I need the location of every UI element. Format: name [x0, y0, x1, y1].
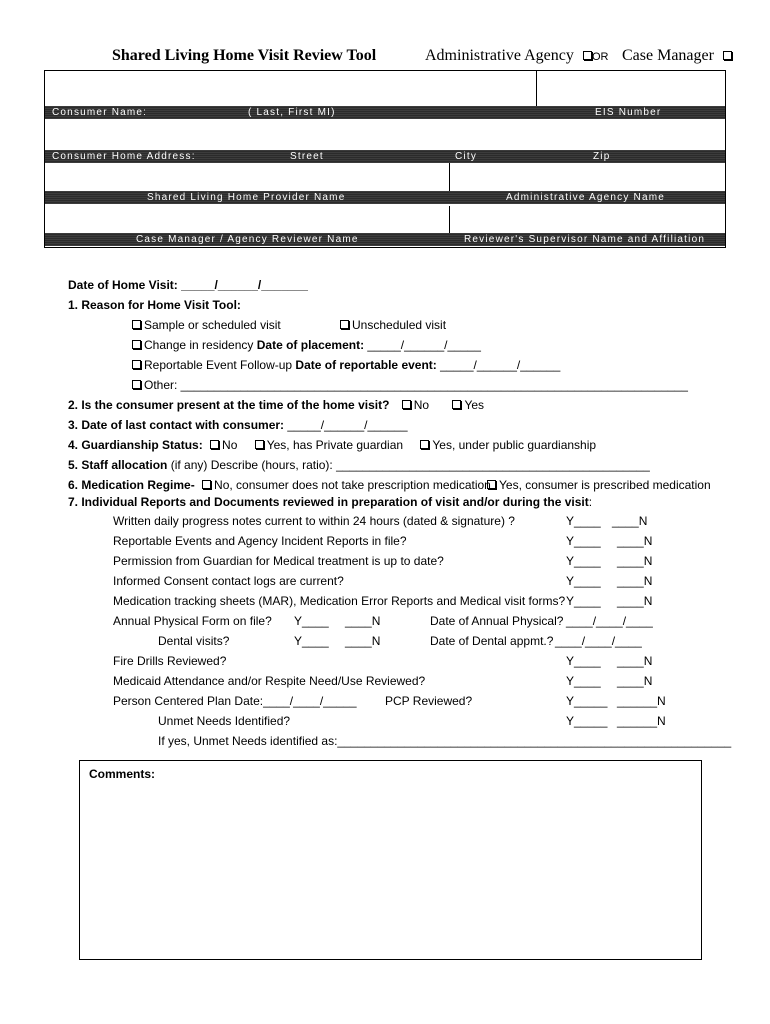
checklist-label: Informed Consent contact logs are current?	[113, 574, 344, 588]
q2	[68, 398, 484, 412]
case-manager-option-label: Case Manager	[622, 47, 714, 64]
q1-change-residency	[132, 338, 481, 352]
q6-no-label: No, consumer does not take prescription medication	[214, 478, 491, 492]
q6	[68, 478, 491, 492]
q7-colon: :	[588, 495, 593, 509]
consumer-name-bar	[45, 106, 725, 119]
q2-no-label: No	[413, 398, 430, 412]
scheduled-label: Sample or scheduled visit	[144, 318, 281, 332]
q4-label: 4. Guardianship Status:	[68, 438, 203, 452]
q6-no-checkbox[interactable]	[202, 480, 211, 489]
checklist-no-blank[interactable]: ____N	[617, 534, 653, 548]
other-checkbox[interactable]	[132, 380, 141, 389]
date-of-placement-blank: _____/______/_____	[364, 338, 481, 352]
eis-number-label: EIS Number	[595, 107, 662, 118]
consumer-name-label: Consumer Name:	[52, 107, 148, 118]
unmet-needs-description[interactable]: If yes, Unmet Needs identified as:___________________________________________________________	[158, 734, 732, 748]
q6-yes-label: Yes, consumer is prescribed medication	[499, 478, 711, 492]
q1-unscheduled	[340, 318, 446, 332]
last-first-mi-label: ( Last, First MI)	[248, 107, 336, 118]
annual-physical-label: Annual Physical Form on file?	[113, 614, 272, 628]
date-of-placement-label: Date of placement:	[256, 338, 365, 352]
checklist-no-blank[interactable]: ____N	[617, 574, 653, 588]
provider-agency-bar	[45, 191, 725, 204]
reviewer-name-field[interactable]	[46, 206, 448, 232]
checklist-yes-blank[interactable]: Y____	[566, 534, 601, 548]
q6-yes	[487, 478, 711, 492]
unmet-needs-no-blank[interactable]: ______N	[617, 714, 666, 728]
dental-visits-no-blank[interactable]: ____N	[345, 634, 381, 648]
agency-checkbox[interactable]	[583, 51, 592, 60]
q4-public-label: Yes, under public guardianship	[432, 438, 597, 452]
q1-other	[132, 378, 688, 392]
street-label: Street	[290, 151, 324, 162]
other-label: Other: ____________________________________________________________________________	[144, 378, 688, 392]
annual-physical-no-blank[interactable]: ____N	[345, 614, 381, 628]
annual-physical-yes-blank[interactable]: Y____	[294, 614, 329, 628]
grid-divider	[536, 71, 537, 107]
supervisor-name-field[interactable]	[451, 206, 724, 232]
q4	[68, 438, 596, 452]
q3-label: 3. Date of last contact with consumer:	[68, 418, 285, 432]
scheduled-checkbox[interactable]	[132, 320, 141, 329]
q4-public-checkbox[interactable]	[420, 440, 429, 449]
dental-date-blank[interactable]: ____/____/____	[555, 634, 642, 648]
checklist-no-blank[interactable]: ____N	[617, 594, 653, 608]
annual-physical-date-label: Date of Annual Physical?	[430, 614, 564, 628]
q4-private-checkbox[interactable]	[255, 440, 264, 449]
checklist-no-blank[interactable]: ____N	[617, 554, 653, 568]
case-manager-checkbox[interactable]	[723, 51, 732, 60]
agency-option-label: Administrative Agency	[425, 47, 574, 64]
or-text: OR	[592, 51, 609, 63]
q2-yes-label: Yes	[464, 398, 485, 412]
q5	[68, 458, 650, 472]
home-address-bar	[45, 150, 725, 163]
q5-description: (if any) Describe (hours, ratio): _______________________________________________	[167, 458, 650, 472]
comments-label: Comments:	[89, 767, 156, 781]
q4-no-label: No	[222, 438, 238, 452]
q1-scheduled	[132, 318, 281, 332]
q1-heading: 1. Reason for Home Visit Tool:	[68, 298, 241, 312]
zip-label: Zip	[593, 151, 611, 162]
checklist-label: Fire Drills Reviewed?	[113, 654, 227, 668]
checklist-yes-blank[interactable]: Y____	[566, 554, 601, 568]
reportable-event-checkbox[interactable]	[132, 360, 141, 369]
form-title: Shared Living Home Visit Review Tool	[112, 47, 377, 64]
pcp-yes-blank[interactable]: Y_____	[566, 694, 608, 708]
checklist-no-blank[interactable]: ____N	[612, 514, 648, 528]
dental-date-label: Date of Dental appmt.?	[430, 634, 554, 648]
consumer-name-field[interactable]	[46, 71, 535, 104]
checklist-no-blank[interactable]: ____N	[617, 674, 653, 688]
q6-label: 6. Medication Regime-	[68, 478, 195, 492]
reviewer-bar	[45, 233, 725, 246]
checklist-label: Medication tracking sheets (MAR), Medication Error Reports and Medical visit forms?	[113, 594, 566, 608]
q7-heading	[68, 495, 592, 509]
q2-yes-checkbox[interactable]	[452, 400, 461, 409]
dental-visits-yes-blank[interactable]: Y____	[294, 634, 329, 648]
q7-label: 7. Individual Reports and Documents reviewed in preparation of visit and/or during the visit	[68, 495, 589, 509]
reviewer-name-label: Case Manager / Agency Reviewer Name	[136, 234, 359, 245]
change-residency-label: Change in residency	[144, 338, 257, 352]
date-of-reportable-event-blank: _____/______/______	[436, 358, 561, 372]
checklist-yes-blank[interactable]: Y____	[566, 654, 601, 668]
city-label: City	[455, 151, 478, 162]
q2-label: 2. Is the consumer present at the time of the home visit?	[68, 398, 390, 412]
case-manager-option	[622, 47, 735, 65]
checklist-label: Medicaid Attendance and/or Respite Need/Use Reviewed?	[113, 674, 426, 688]
unscheduled-label: Unscheduled visit	[352, 318, 447, 332]
eis-number-field[interactable]	[538, 71, 724, 104]
supervisor-name-label: Reviewer's Supervisor Name and Affiliation	[464, 234, 706, 245]
agency-name-label: Administrative Agency Name	[506, 192, 666, 203]
dental-visits-label: Dental visits?	[158, 634, 230, 648]
unmet-needs-yes-blank[interactable]: Y_____	[566, 714, 608, 728]
change-residency-checkbox[interactable]	[132, 340, 141, 349]
checklist-label: Reportable Events and Agency Incident Reports in file?	[113, 534, 407, 548]
reportable-event-label: Reportable Event Follow-up	[144, 358, 296, 372]
pcp-no-blank[interactable]: ______N	[617, 694, 666, 708]
date-of-reportable-event-label: Date of reportable event:	[295, 358, 437, 372]
q6-yes-checkbox[interactable]	[487, 480, 496, 489]
checklist-no-blank[interactable]: ____N	[617, 654, 653, 668]
q1-reportable-event	[132, 358, 560, 372]
comments-box[interactable]	[79, 760, 702, 960]
agency-name-field[interactable]	[451, 164, 724, 190]
annual-physical-date-blank[interactable]: ____/____/____	[566, 614, 653, 628]
q2-no-checkbox[interactable]	[402, 400, 411, 409]
q4-private-label: Yes, has Private guardian	[266, 438, 404, 452]
provider-name-field[interactable]	[46, 164, 448, 190]
unscheduled-checkbox[interactable]	[340, 320, 349, 329]
q4-no-checkbox[interactable]	[210, 440, 219, 449]
q3-blank: _____/______/______	[284, 418, 408, 432]
checklist-yes-blank[interactable]: Y____	[566, 674, 601, 688]
pcp-reviewed-label: PCP Reviewed?	[385, 694, 473, 708]
home-address-field[interactable]	[46, 120, 724, 149]
checklist-yes-blank[interactable]: Y____	[566, 594, 601, 608]
checklist-label: Written daily progress notes current to within 24 hours (dated & signature) ?	[113, 514, 515, 528]
q5-label: 5. Staff allocation	[68, 458, 168, 472]
checklist-yes-blank[interactable]: Y____	[566, 574, 601, 588]
q3	[68, 418, 408, 432]
checklist-yes-blank[interactable]: Y____	[566, 514, 601, 528]
unmet-needs-label: Unmet Needs Identified?	[158, 714, 291, 728]
pcp-date[interactable]: Person Centered Plan Date:____/____/_____	[113, 694, 357, 708]
checklist-label: Permission from Guardian for Medical treatment is up to date?	[113, 554, 444, 568]
home-address-label: Consumer Home Address:	[52, 151, 196, 162]
agency-option	[425, 47, 595, 65]
provider-name-label: Shared Living Home Provider Name	[147, 192, 346, 203]
date-of-visit: Date of Home Visit: _____/______/_______	[68, 278, 308, 292]
